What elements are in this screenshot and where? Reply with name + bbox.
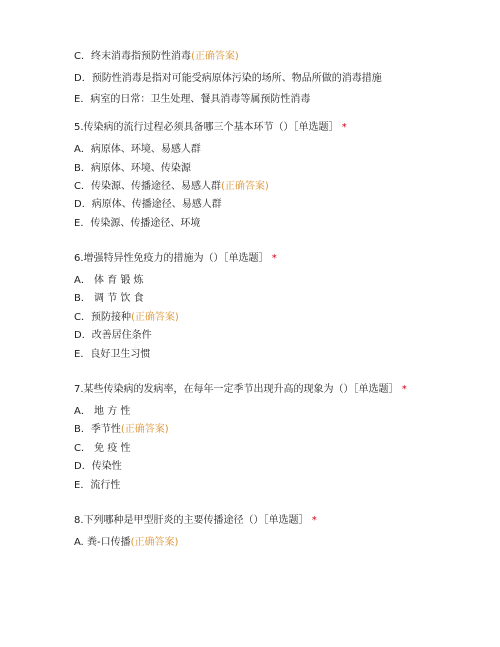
option-text: D．病原体、传播途径、易感人群	[74, 199, 222, 210]
q6-option-b	[74, 292, 144, 306]
correct-answer-label: (正确答案)	[130, 312, 179, 323]
q5-option-b	[74, 162, 191, 176]
q5-option-d	[74, 198, 222, 212]
question-text: 7.某些传染病的发病率，在每年一定季节出现升高的现象为（）［单选题］	[74, 384, 399, 395]
q6-option-d	[74, 329, 152, 343]
required-star: *	[401, 384, 407, 395]
q4-option-e	[74, 93, 310, 107]
q8-title	[74, 514, 317, 528]
q8-option-a	[74, 536, 178, 550]
option-text: A． 体 育 锻 炼	[74, 275, 144, 286]
q5-title	[74, 121, 347, 135]
option-text: E．流行性	[74, 480, 121, 491]
q4-option-c	[74, 50, 239, 64]
q6-option-a	[74, 274, 144, 288]
option-text: D．传染性	[74, 461, 122, 472]
correct-answer-label: (正确答案)	[220, 181, 269, 192]
correct-answer-label: (正确答案)	[120, 424, 169, 435]
option-text: C． 免 疫 性	[74, 443, 131, 454]
correct-answer-label: (正确答案)	[130, 537, 179, 548]
option-text: B．病原体、环境、传染源	[74, 163, 191, 174]
option-text: A． 地 方 性	[74, 406, 131, 417]
q7-title	[74, 383, 407, 397]
question-text: 6.增强特异性免疫力的措施为（）［单选题］	[74, 253, 269, 264]
correct-answer-label: (正确答案)	[190, 51, 239, 62]
required-star: *	[271, 253, 277, 264]
q7-option-d	[74, 460, 122, 474]
option-text: C．终末消毒指预防性消毒	[74, 51, 191, 62]
q7-option-a	[74, 405, 130, 419]
q7-option-b	[74, 423, 169, 437]
q7-option-c	[74, 442, 131, 456]
question-text: 5.传染病的流行过程必须具备哪三个基本环节（）［单选题］	[74, 122, 339, 133]
question-text: 8.下列哪种是甲型肝炎的主要传播途径（）［单选题］	[74, 515, 309, 526]
option-text: B．季节性	[74, 424, 121, 435]
option-text: E．病室的日常：卫生处理、餐具消毒等属预防性消毒	[74, 94, 311, 105]
q7-option-e	[74, 479, 120, 493]
option-text: E．良好卫生习惯	[74, 349, 151, 360]
q5-option-c	[74, 180, 269, 194]
option-text: A．病原体、环境、易感人群	[74, 144, 201, 155]
q6-option-c	[74, 311, 179, 325]
option-text: C．预防接种	[74, 312, 131, 323]
option-text: A. 粪-口传播	[74, 537, 131, 548]
q6-title	[74, 252, 277, 266]
option-text: D．预防性消毒是指对可能受病原体污染的场所、物品所做的消毒措施	[74, 73, 382, 84]
q6-option-e	[74, 348, 150, 362]
required-star: *	[311, 515, 317, 526]
q5-option-e	[74, 217, 200, 231]
option-text: D．改善居住条件	[74, 330, 152, 341]
q5-option-a	[74, 143, 201, 157]
option-text: C．传染源、传播途径、易感人群	[74, 181, 221, 192]
q4-option-d	[74, 72, 382, 86]
option-text: B． 调 节 饮 食	[74, 293, 144, 304]
option-text: E．传染源、传播途径、环境	[74, 218, 201, 229]
required-star: *	[341, 122, 347, 133]
